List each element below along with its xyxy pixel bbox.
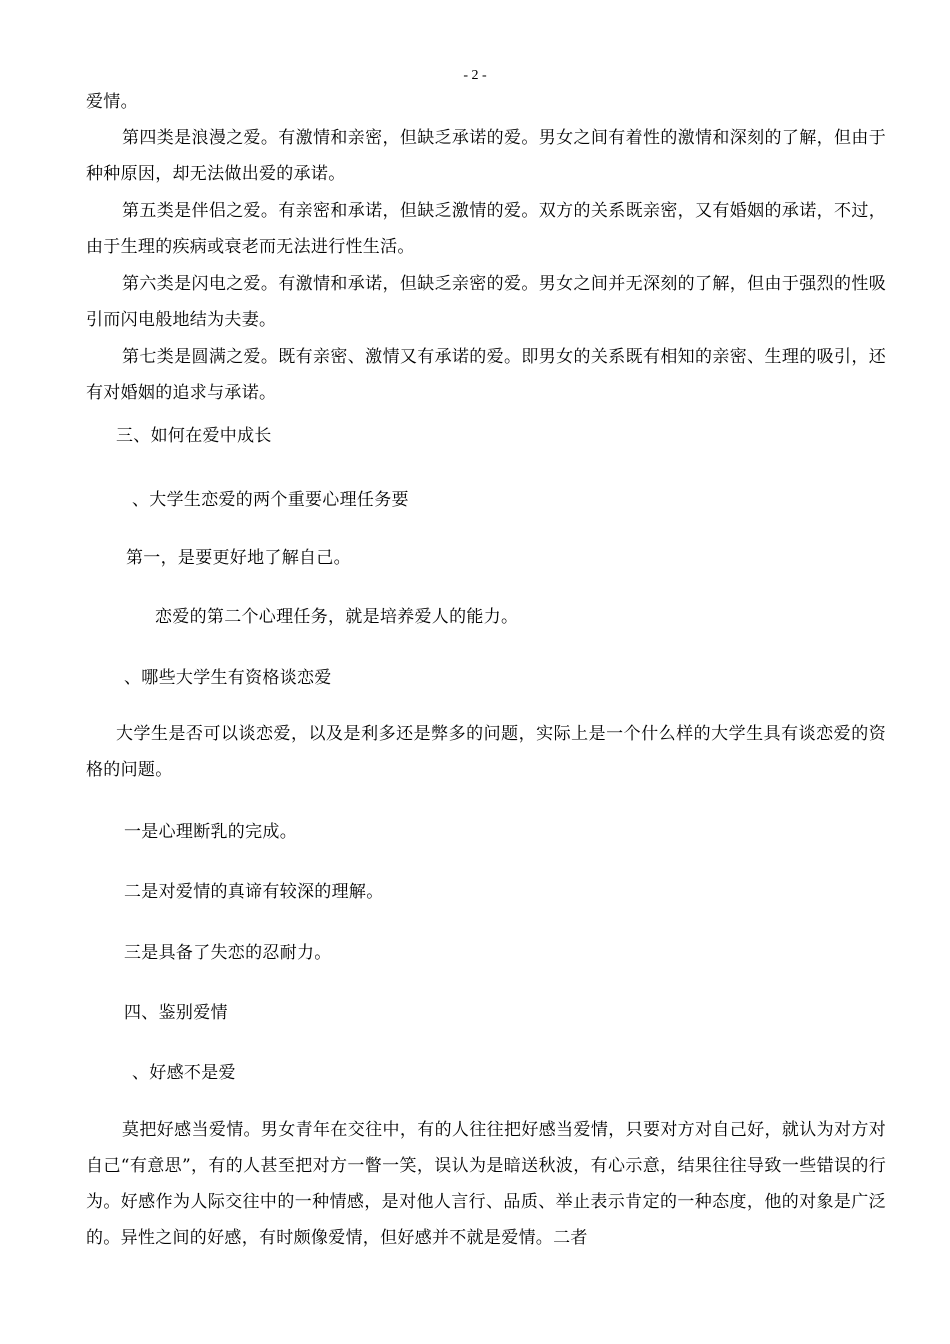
- paragraph-qualification: 大学生是否可以谈恋爱，以及是利多还是弊多的问题，实际上是一个什么样的大学生具有谈恋爱的资格的问题。: [86, 724, 886, 780]
- paragraph-fondness: 莫把好感当爱情。男女青年在交往中，有的人往往把好感当爱情，只要对方对自己好，就认为对方对自己“有意思”，有的人甚至把对方一瞥一笑，误认为是暗送秋波，有心示意，结果往往导致一些错误的行为。好感作为人际交往中的一种情感，是对他人言行、品质、举止表示肯定的一种态度，他的对象是广泛的。异性之间的好感，有时颇像爱情，但好感并不就是爱情。二者: [86, 1120, 886, 1248]
- task-one-line: 第一，是要更好地了解自己。: [126, 548, 351, 568]
- paragraph-continuation: 爱情。: [86, 92, 138, 112]
- subheading-two-tasks: 、大学生恋爱的两个重要心理任务要: [132, 490, 409, 510]
- condition-three-line: 三是具备了失恋的忍耐力。: [124, 943, 332, 963]
- paragraph-companion-love: 第五类是伴侣之爱。有亲密和承诺，但缺乏激情的爱。双方的关系既亲密，又有婚姻的承诺，不过，由于生理的疾病或衰老而无法进行性生活。: [86, 201, 886, 257]
- page-number: - 2 -: [463, 68, 487, 83]
- section-heading-identify-love: 四、鉴别爱情: [124, 1003, 228, 1023]
- section-heading-grow-in-love: 三、如何在爱中成长: [116, 426, 272, 446]
- subheading-who-qualifies: 、哪些大学生有资格谈恋爱: [124, 668, 332, 688]
- paragraph-complete-love: 第七类是圆满之爱。既有亲密、激情又有承诺的爱。即男女的关系既有相知的亲密、生理的吸引，还有对婚姻的追求与承诺。: [86, 347, 886, 403]
- subheading-fondness-not-love: 、好感不是爱: [132, 1063, 236, 1083]
- paragraph-romantic-love: 第四类是浪漫之爱。有激情和亲密，但缺乏承诺的爱。男女之间有着性的激情和深刻的了解，但由于种种原因，却无法做出爱的承诺。: [86, 128, 886, 184]
- task-two-line: 恋爱的第二个心理任务，就是培养爱人的能力。: [155, 607, 519, 627]
- condition-two-line: 二是对爱情的真谛有较深的理解。: [124, 882, 384, 902]
- paragraph-lightning-love: 第六类是闪电之爱。有激情和承诺，但缺乏亲密的爱。男女之间并无深刻的了解，但由于强烈的性吸引而闪电般地结为夫妻。: [86, 274, 886, 330]
- condition-one-line: 一是心理断乳的完成。: [124, 822, 297, 842]
